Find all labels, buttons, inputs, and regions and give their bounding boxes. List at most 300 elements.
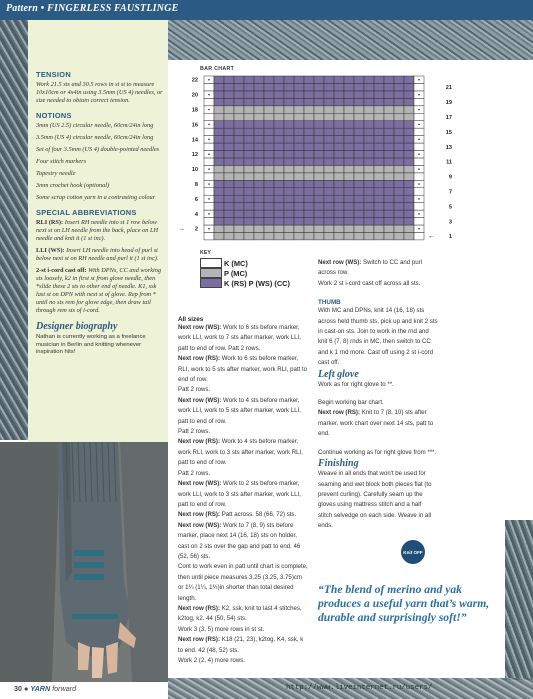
chart-cell <box>414 203 424 210</box>
chart-cell <box>374 98 384 105</box>
chart-cell <box>224 136 234 143</box>
chart-cell <box>234 91 244 98</box>
chart-row-label-right: 5 <box>448 204 452 211</box>
chart-cell <box>204 218 214 225</box>
instruction-line <box>178 427 308 437</box>
chart-cell <box>374 151 384 158</box>
chart-cell <box>344 136 354 143</box>
chart-cell <box>264 76 274 83</box>
purl-dot <box>208 213 210 215</box>
finishing-text: Weave in all ends that won't be used for seaming and wet block both pieces flat (to prevent curling). Carefully seam up the gloves using mattress stitch and a half stitch selvedge on each side. Weave in all ends. <box>318 470 432 530</box>
chart-cell <box>324 91 334 98</box>
instruction-line <box>178 479 308 510</box>
chart-cell <box>304 180 314 187</box>
chart-cell <box>364 143 374 150</box>
chart-cell <box>284 218 294 225</box>
chart-cell <box>414 188 424 195</box>
chart-cell <box>354 158 364 165</box>
chart-cell <box>384 91 394 98</box>
abbreviation-item <box>36 267 164 315</box>
chart-cell <box>284 195 294 202</box>
chart-cell <box>354 143 364 150</box>
chart-cell <box>364 165 374 172</box>
chart-cell <box>374 121 384 128</box>
chart-cell <box>254 121 264 128</box>
instruction-text: Work 2 (2, 4) more rows. <box>178 657 245 664</box>
chart-cell <box>404 210 414 217</box>
chart-cell <box>374 83 384 90</box>
chart-cell <box>224 128 234 135</box>
chart-cell <box>404 225 414 232</box>
watermark-url: http://www.liveinternet.ru/users/ <box>286 684 433 692</box>
chart-cell <box>304 158 314 165</box>
chart-cell <box>244 232 254 239</box>
chart-cell <box>264 106 274 113</box>
chart-cell <box>404 232 414 239</box>
left-glove-heading: Left glove <box>318 368 359 380</box>
chart-cell <box>304 218 314 225</box>
chart-cell <box>234 106 244 113</box>
chart-cell <box>384 106 394 113</box>
chart-cell <box>334 195 344 202</box>
chart-cell <box>224 173 234 180</box>
chart-cell <box>404 121 414 128</box>
chart-cell <box>414 143 424 150</box>
chart-cell <box>364 91 374 98</box>
chart-cell <box>224 180 234 187</box>
chart-cell <box>294 195 304 202</box>
chart-cell <box>414 128 424 135</box>
chart-row-label-left: 16 <box>191 122 198 129</box>
chart-cell <box>204 83 214 90</box>
chart-cell <box>234 151 244 158</box>
chart-cell <box>214 106 224 113</box>
abbreviations-heading: SPECIAL ABBREVIATIONS <box>36 208 137 217</box>
chart-cell <box>254 151 264 158</box>
chart-cell <box>314 151 324 158</box>
chart-cell <box>264 225 274 232</box>
chart-cell <box>394 91 404 98</box>
instruction-line <box>178 385 308 395</box>
chart-cell <box>334 143 344 150</box>
chart-cell <box>364 83 374 90</box>
chart-cell <box>404 106 414 113</box>
chart-cell <box>304 121 314 128</box>
chart-cell <box>414 232 424 239</box>
chart-cell <box>284 225 294 232</box>
info-sidebar <box>28 20 168 442</box>
purl-dot <box>418 94 420 96</box>
chart-cell <box>354 98 364 105</box>
chart-cell <box>324 225 334 232</box>
chart-cell <box>264 180 274 187</box>
chart-cell <box>294 165 304 172</box>
chart-cell <box>274 210 284 217</box>
chart-cell <box>304 106 314 113</box>
key-item-knit-mc <box>200 258 248 268</box>
chart-cell <box>394 136 404 143</box>
glove-illustration <box>0 442 168 682</box>
chart-cell <box>394 128 404 135</box>
chart-row-label-left: 10 <box>191 167 198 174</box>
chart-cell <box>344 76 354 83</box>
chart-cell <box>244 180 254 187</box>
chart-cell <box>214 98 224 105</box>
notion-item: Four stitch markers <box>36 158 87 165</box>
chart-cell <box>294 143 304 150</box>
chart-cell <box>354 195 364 202</box>
chart-cell <box>394 165 404 172</box>
chart-cell <box>204 173 214 180</box>
chart-cell <box>344 195 354 202</box>
abbreviation-text: Insert LH needle into head of purl st below next st on RH needle and purl it (1 st inc). <box>36 247 159 262</box>
chart-cell <box>364 225 374 232</box>
chart-cell <box>284 173 294 180</box>
chart-cell <box>394 83 404 90</box>
chart-cell <box>394 98 404 105</box>
chart-cell <box>354 165 364 172</box>
chart-cell <box>234 210 244 217</box>
chart-cell <box>254 158 264 165</box>
chart-cell <box>334 203 344 210</box>
chart-cell <box>294 151 304 158</box>
chart-cell <box>224 188 234 195</box>
chart-cell <box>394 158 404 165</box>
chart-row-label-right: 19 <box>445 100 452 107</box>
chart-cell <box>234 232 244 239</box>
chart-cell <box>414 158 424 165</box>
chart-cell <box>364 180 374 187</box>
instruction-line <box>178 396 308 427</box>
chart-cell <box>244 83 254 90</box>
chart-cell <box>234 195 244 202</box>
chart-cell <box>334 83 344 90</box>
chart-cell <box>344 218 354 225</box>
chart-cell <box>314 121 324 128</box>
chart-cell <box>364 195 374 202</box>
chart-cell <box>204 143 214 150</box>
chart-cell <box>344 91 354 98</box>
chart-cell <box>214 113 224 120</box>
chart-cell <box>334 225 344 232</box>
icord-instruction: Work 2 st i-cord cast off across all sts. <box>318 279 421 287</box>
chart-cell <box>214 232 224 239</box>
chart-cell <box>354 173 364 180</box>
chart-cell <box>214 121 224 128</box>
notion-item: 3mm (US 2.5) circular needle, 60cm/24in long <box>36 122 154 129</box>
chart-cell <box>294 76 304 83</box>
chart-cell <box>244 76 254 83</box>
chart-cell <box>294 128 304 135</box>
chart-cell <box>274 106 284 113</box>
chart-cell <box>394 151 404 158</box>
chart-cell <box>404 98 414 105</box>
chart-cell <box>314 91 324 98</box>
chart-cell <box>274 128 284 135</box>
thumb-heading: THUMB <box>318 299 341 307</box>
chart-cell <box>224 218 234 225</box>
chart-cell <box>244 195 254 202</box>
chart-cell <box>294 218 304 225</box>
chart-cell <box>294 173 304 180</box>
chart-cell <box>244 158 254 165</box>
chart-cell <box>224 98 234 105</box>
page-footer <box>14 684 76 693</box>
chart-cell <box>394 173 404 180</box>
chart-cell <box>314 195 324 202</box>
chart-cell <box>394 232 404 239</box>
instructions-column <box>178 316 308 666</box>
abbreviations-list <box>36 219 164 315</box>
chart-cell <box>224 113 234 120</box>
chart-cell <box>284 203 294 210</box>
chart-cell <box>344 113 354 120</box>
purl-dot <box>418 124 420 126</box>
chart-row-label-right: 13 <box>445 144 452 151</box>
chart-cell <box>404 203 414 210</box>
chart-cell <box>244 128 254 135</box>
chart-cell <box>314 232 324 239</box>
chart-cell <box>344 173 354 180</box>
chart-cell <box>394 113 404 120</box>
chart-cell <box>304 188 314 195</box>
chart-cell <box>244 91 254 98</box>
chart-cell <box>404 173 414 180</box>
chart-cell <box>404 136 414 143</box>
notion-item: 3.5mm (US 4) circular needle, 60cm/24in long <box>36 134 154 141</box>
purl-dot <box>418 228 420 230</box>
chart-cell <box>384 121 394 128</box>
chart-cell <box>314 98 324 105</box>
chart-cell <box>404 128 414 135</box>
chart-cell <box>404 195 414 202</box>
chart-cell <box>354 83 364 90</box>
chart-cell <box>244 143 254 150</box>
chart-row-label-left: 14 <box>191 137 198 144</box>
chart-row-label-right: 3 <box>448 219 452 226</box>
chart-cell <box>314 165 324 172</box>
chart-cell <box>214 158 224 165</box>
chart-cell <box>314 188 324 195</box>
chart-cell <box>374 113 384 120</box>
abbreviation-item <box>36 247 164 263</box>
chart-cell <box>204 113 214 120</box>
chart-cell <box>364 98 374 105</box>
chart-cell <box>284 121 294 128</box>
begin-chart-text: Begin working bar chart. <box>318 399 384 407</box>
chart-cell <box>334 180 344 187</box>
chart-cell <box>224 203 234 210</box>
glove-photo <box>0 442 168 682</box>
purl-dot <box>208 228 210 230</box>
chart-cell <box>274 136 284 143</box>
purl-dot <box>208 109 210 111</box>
chart-cell <box>364 113 374 120</box>
chart-cell <box>224 151 234 158</box>
instruction-line <box>178 625 308 635</box>
instruction-label: Next row (RS): <box>178 636 220 644</box>
chart-cell <box>274 173 284 180</box>
chart-row-label-right: 11 <box>446 159 452 166</box>
chart-cell <box>304 143 314 150</box>
chart-cell <box>254 218 264 225</box>
chart-cell <box>414 173 424 180</box>
chart-cell <box>384 210 394 217</box>
chart-cell <box>284 128 294 135</box>
chart-cell <box>284 232 294 239</box>
chart-cell <box>394 218 404 225</box>
chart-cell <box>274 218 284 225</box>
chart-cell <box>404 158 414 165</box>
chart-cell <box>334 91 344 98</box>
chart-cell <box>304 113 314 120</box>
chart-cell <box>354 106 364 113</box>
chart-cell <box>334 210 344 217</box>
chart-cell <box>374 173 384 180</box>
pull-quote: “The blend of merino and yak produces a useful yarn that’s warm, durable and surprisingly soft!” <box>318 583 490 624</box>
chart-cell <box>364 76 374 83</box>
chart-cell <box>404 113 414 120</box>
chart-cell <box>334 218 344 225</box>
chart-cell <box>274 151 284 158</box>
instruction-line <box>178 656 308 666</box>
instructions-list <box>178 323 308 666</box>
chart-cell <box>304 203 314 210</box>
abbreviation-term: 2-st i-cord cast off: <box>36 267 87 274</box>
tension-text: Work 21.5 sts and 30.5 rows in st st to measure 10x10cm or 4x4in using 3.5mm (US 4) needles, or size needed to obtain correct tension. <box>36 81 163 104</box>
chart-cell <box>354 121 364 128</box>
yarn-texture-left <box>0 20 28 440</box>
purl-dot <box>418 109 420 111</box>
magazine-brand: YARN <box>30 684 51 693</box>
chart-cell <box>254 83 264 90</box>
left-glove-text: Work as for right glove to **. <box>318 380 394 388</box>
purl-dot <box>208 168 210 170</box>
chart-cell <box>264 188 274 195</box>
chart-cell <box>234 158 244 165</box>
abbreviation-term: LLI (WS): <box>36 247 65 254</box>
chart-cell <box>204 158 214 165</box>
chart-cell <box>234 128 244 135</box>
chart-row-label-left: 2 <box>194 226 198 233</box>
chart-cell <box>374 143 384 150</box>
purl-dot <box>208 94 210 96</box>
chart-row-label-right: 9 <box>448 174 452 181</box>
chart-cell <box>214 76 224 83</box>
chart-cell <box>304 232 314 239</box>
chart-cell <box>214 136 224 143</box>
chart-cell <box>324 76 334 83</box>
purl-dot <box>418 153 420 155</box>
chart-cell <box>384 188 394 195</box>
chart-cell <box>274 165 284 172</box>
chart-cell <box>394 195 404 202</box>
chart-cell <box>314 83 324 90</box>
chart-cell <box>384 128 394 135</box>
chart-cell <box>344 106 354 113</box>
chart-cell <box>274 83 284 90</box>
key-swatch-purl-mc <box>200 268 222 278</box>
chart-cell <box>384 143 394 150</box>
chart-cell <box>294 188 304 195</box>
chart-cell <box>254 210 264 217</box>
page-number: 30 <box>14 684 22 693</box>
chart-cell <box>384 180 394 187</box>
chart-cell <box>274 158 284 165</box>
notions-list <box>36 122 164 202</box>
chart-cell <box>254 225 264 232</box>
chart-cell <box>334 113 344 120</box>
chart-cell <box>264 203 274 210</box>
chart-cell <box>234 76 244 83</box>
chart-cell <box>374 136 384 143</box>
chart-cell <box>304 98 314 105</box>
chart-row-label-right: 1 <box>448 234 452 241</box>
instruction-text: K18 (21, 23), k2tog, K4, ssk, k to end. 42 (48, 52) sts. <box>178 636 304 654</box>
arrow-left-icon: ← <box>428 233 435 241</box>
chart-cell <box>404 83 414 90</box>
chart-cell <box>234 188 244 195</box>
bio-text: Nathan is currently working as a freelance musician in Berlin and knitting whenever inspiration hits! <box>36 334 146 356</box>
purl-dot <box>208 139 210 141</box>
chart-cell <box>224 106 234 113</box>
chart-cell <box>304 173 314 180</box>
chart-cell <box>304 165 314 172</box>
chart-cell <box>364 128 374 135</box>
chart-cell <box>244 136 254 143</box>
chart-cell <box>344 83 354 90</box>
magazine-brand-suffix: forward <box>52 684 77 693</box>
chart-cell <box>354 203 364 210</box>
chart-cell <box>224 232 234 239</box>
tension-heading: TENSION <box>36 70 71 79</box>
chart-cell <box>264 210 274 217</box>
instruction-line <box>178 469 308 479</box>
chart-cell <box>314 225 324 232</box>
chart-cell <box>314 143 324 150</box>
chart-cell <box>364 218 374 225</box>
chart-cell <box>324 106 334 113</box>
chart-cell <box>294 203 304 210</box>
chart-cell <box>204 203 214 210</box>
chart-cell <box>224 83 234 90</box>
key-item-cc <box>200 278 290 288</box>
chart-cell <box>264 232 274 239</box>
key-item-purl-mc <box>200 268 247 278</box>
chart-cell <box>334 173 344 180</box>
chart-cell <box>214 83 224 90</box>
chart-row-label-left: 8 <box>194 182 198 189</box>
chart-cell <box>344 121 354 128</box>
key-swatch-cc <box>200 278 222 288</box>
notion-item: 3mm crochet hook (optional) <box>36 182 110 189</box>
chart-cell <box>234 180 244 187</box>
chart-cell <box>314 113 324 120</box>
chart-cell <box>254 113 264 120</box>
chart-cell <box>324 121 334 128</box>
chart-cell <box>304 195 314 202</box>
chart-cell <box>284 136 294 143</box>
chart-cell <box>204 188 214 195</box>
chart-cell <box>294 113 304 120</box>
chart-cell <box>244 151 254 158</box>
chart-cell <box>344 151 354 158</box>
chart-cell <box>374 188 384 195</box>
notion-item: Set of four 3.5mm (US 4) double-pointed needles <box>36 146 160 153</box>
chart-cell <box>254 91 264 98</box>
instruction-label: Next row (RS): <box>178 438 220 446</box>
instruction-label: Next row (RS): <box>178 355 220 363</box>
